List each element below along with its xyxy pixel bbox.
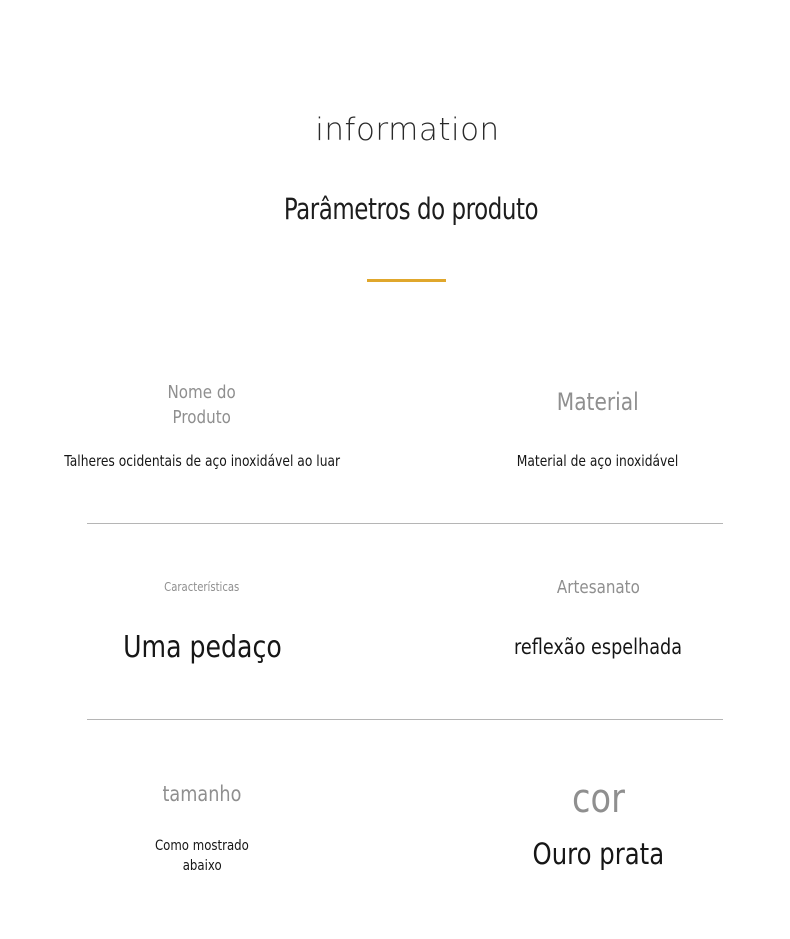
param-label	[2, 380, 402, 430]
row-divider	[87, 719, 723, 720]
param-label-text: Artesanato	[556, 577, 640, 598]
param-value	[2, 452, 402, 470]
param-value-text: Uma pedaço	[122, 630, 282, 665]
param-value	[398, 837, 790, 871]
param-label-text: cor	[571, 776, 625, 822]
param-label-text: tamanho	[162, 782, 242, 806]
param-value-text: Ouro prata	[532, 837, 664, 871]
param-label	[398, 577, 790, 598]
param-value-text: reflexão espelhada	[513, 635, 682, 659]
param-label	[2, 782, 402, 806]
param-value-line: Como mostrado	[155, 838, 249, 854]
page-title: Parâmetros do produto	[283, 192, 539, 226]
param-label	[398, 388, 790, 416]
param-value	[398, 635, 790, 659]
param-value	[2, 836, 402, 876]
param-value	[398, 452, 790, 470]
param-value-text: Material de aço inoxidável	[517, 452, 679, 470]
param-label-text: Material	[557, 388, 639, 416]
section-eyebrow: information	[315, 112, 500, 148]
param-label-line: Nome do	[167, 382, 237, 403]
accent-underline	[367, 279, 446, 282]
param-value-text: Talheres ocidentais de aço inoxidável ao luar	[64, 452, 340, 470]
param-label	[398, 776, 790, 822]
param-value-line: abaixo	[182, 858, 222, 874]
param-label	[2, 580, 402, 594]
param-value	[2, 630, 402, 665]
param-label-text: Características	[164, 580, 240, 594]
row-divider	[87, 523, 723, 524]
param-label-line: Produto	[172, 407, 232, 428]
